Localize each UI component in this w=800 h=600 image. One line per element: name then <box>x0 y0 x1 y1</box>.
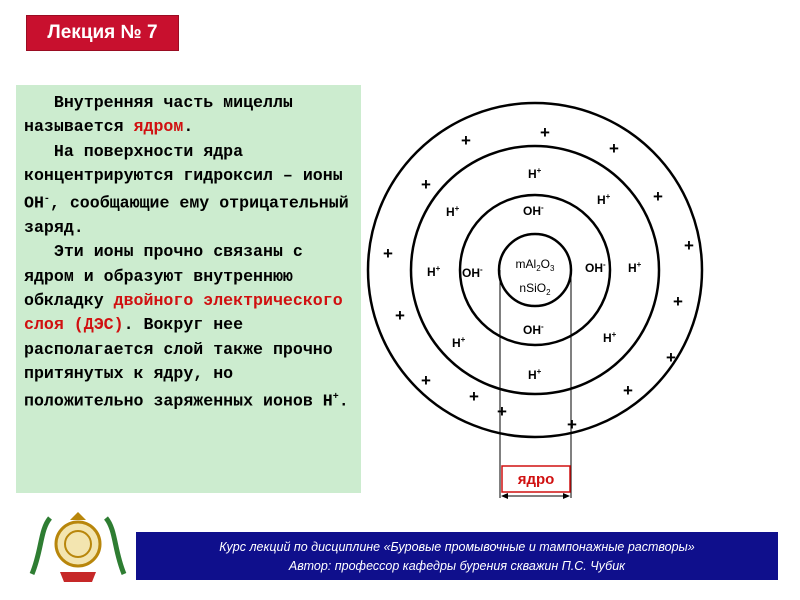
paragraph-3-end: . <box>338 391 349 411</box>
lecture-badge <box>26 15 179 51</box>
paragraph-3-middle: . Вокруг нее располагается слой также прочно притянутых к ядру, но положительно заряженных ионов Н <box>24 315 333 411</box>
plus-sign: + <box>461 131 471 150</box>
paragraph-3-sup: + <box>332 392 339 404</box>
plus-sign: + <box>666 348 676 367</box>
h-ion: H+ <box>446 204 460 219</box>
term-double-layer: двойного электрического слоя (ДЭС) <box>24 290 343 335</box>
core-formula-2: nSiO$_2$ <box>519 281 551 297</box>
plus-sign: + <box>383 244 393 263</box>
plus-sign: + <box>684 236 694 255</box>
paragraph-2-sup: - <box>43 194 50 206</box>
h-ion: H+ <box>628 260 642 275</box>
plus-sign: + <box>653 187 663 206</box>
footer-course-line: Курс лекций по дисциплине «Буровые промывочные и тампонажные растворы» <box>219 540 695 554</box>
arrow-right-icon <box>563 493 570 499</box>
oh-ion: OH- <box>462 265 483 280</box>
plus-sign: + <box>497 402 507 421</box>
paragraph-3 <box>24 240 357 414</box>
laurel-left-icon <box>32 518 50 574</box>
paragraph-3-text: Эти ионы прочно связаны с ядром и образуют внутреннюю обкладку <box>24 242 303 310</box>
university-logo <box>22 510 134 590</box>
h-ion: H+ <box>603 330 617 345</box>
plus-sign: + <box>421 371 431 390</box>
h-ion: H+ <box>452 335 466 350</box>
h-ion: H+ <box>427 264 441 279</box>
plus-sign: + <box>623 381 633 400</box>
paragraph-2-end: , сообщающие ему отрицательный заряд. <box>24 193 349 238</box>
course-footer <box>136 532 778 580</box>
paragraph-1 <box>24 91 357 140</box>
lecture-badge-label: Лекция № 7 <box>47 22 158 43</box>
h-ion: H+ <box>528 367 542 382</box>
crown-icon <box>70 512 86 520</box>
footer-author-line: Автор: профессор кафедры бурения скважин П.С. Чубик <box>288 559 626 573</box>
plus-sign: + <box>421 175 431 194</box>
plus-sign: + <box>469 387 479 406</box>
paragraph-2 <box>24 140 357 241</box>
h-ion: H+ <box>528 166 542 181</box>
kernel-label: ядро <box>517 471 555 488</box>
oh-ion: OH- <box>523 322 544 337</box>
laurel-right-icon <box>106 518 124 574</box>
emblem-icon <box>56 522 100 566</box>
explanation-text-box <box>16 85 361 493</box>
oh-ion: OH- <box>585 260 606 275</box>
micelle-diagram <box>360 100 760 510</box>
paragraph-1-text: Внутренняя часть мицеллы называется <box>24 93 293 137</box>
plus-sign: + <box>540 123 550 142</box>
oh-ion: OH- <box>523 203 544 218</box>
plus-sign: + <box>567 415 577 434</box>
paragraph-2-text: На поверхности ядра концентрируются гидроксил – ионы ОН <box>24 141 343 213</box>
term-kernel: ядром <box>133 117 184 137</box>
h-ion: H+ <box>597 192 611 207</box>
core-formula-1: $mAl_2O_3$ <box>515 257 555 273</box>
ribbon-icon <box>60 572 96 582</box>
paragraph-1-end: . <box>183 117 194 137</box>
plus-sign: + <box>609 139 619 158</box>
plus-sign: + <box>395 306 405 325</box>
plus-sign: + <box>673 292 683 311</box>
arrow-left-icon <box>501 493 508 499</box>
